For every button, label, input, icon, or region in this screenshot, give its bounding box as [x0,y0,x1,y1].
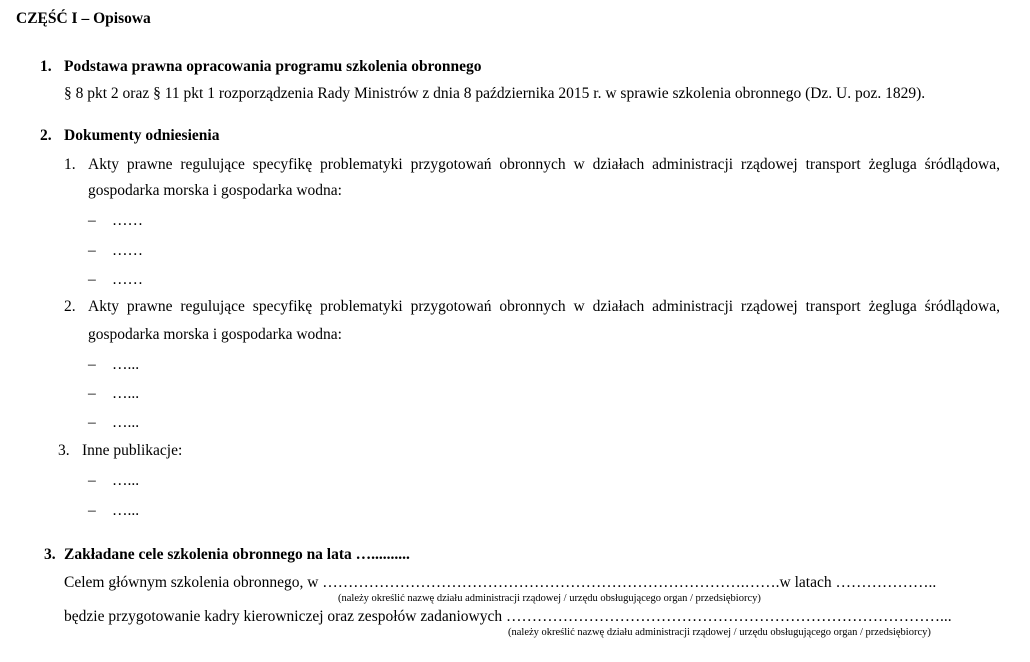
section-3-line1: Celem głównym szkolenia obronnego, w ……………………………………………………………………….…….w latach ……………….. [64,574,937,591]
list-dash: – [88,502,96,519]
section-1-number: 1. [40,58,52,75]
list-dash: – [88,385,96,402]
list-dash: – [88,242,96,259]
list-dash: – [88,472,96,489]
list-dash: – [88,414,96,431]
section-3-number: 3. [44,546,56,563]
item-2-2-line2: gospodarka morska i gospodarka wodna: [88,326,342,343]
list-entry: …... [112,356,140,373]
item-2-1-number: 1. [64,156,76,173]
section-3-title: Zakładane cele szkolenia obronnego na lata ….......... [64,546,410,563]
list-dash: – [88,212,96,229]
list-dash: – [88,271,96,288]
list-entry: …... [112,472,140,489]
item-2-3-title: Inne publikacje: [82,442,183,459]
section-3-note1: (należy określić nazwę działu administracji rządowej / urzędu obsługującego organ / przedsiębiorcy) [338,593,761,604]
list-dash: – [88,356,96,373]
item-2-2-line1: Akty prawne regulujące specyfikę problematyki przygotowań obronnych w działach administracji rządowej transport żegluga śródlądowa, [88,298,1000,315]
list-entry: …... [112,385,140,402]
item-2-2-number: 2. [64,298,76,315]
part-heading: CZĘŚĆ I – Opisowa [16,10,151,27]
list-entry: …… [112,242,143,259]
section-3-note2: (należy określić nazwę działu administracji rządowej / urzędu obsługującego organ / przedsiębiorcy) [508,627,931,638]
section-2-title: Dokumenty odniesienia [64,127,220,144]
item-2-3-number: 3. [58,442,70,459]
list-entry: …… [112,271,143,288]
item-2-1-line2: gospodarka morska i gospodarka wodna: [88,182,342,199]
section-3-line2: będzie przygotowanie kadry kierowniczej oraz zespołów zadaniowych …………………………………………………………………………... [64,608,952,625]
list-entry: …... [112,502,140,519]
list-entry: …... [112,414,140,431]
section-1-body: § 8 pkt 2 oraz § 11 pkt 1 rozporządzenia Rady Ministrów z dnia 8 października 2015 r. w sprawie szkolenia obronnego (Dz. U. poz. 1829). [64,85,926,102]
item-2-1-line1: Akty prawne regulujące specyfikę problematyki przygotowań obronnych w działach administracji rządowej transport żegluga śródlądowa, [88,156,1000,173]
list-entry: …… [112,212,143,229]
section-1-title: Podstawa prawna opracowania programu szkolenia obronnego [64,58,482,75]
section-2-number: 2. [40,127,52,144]
